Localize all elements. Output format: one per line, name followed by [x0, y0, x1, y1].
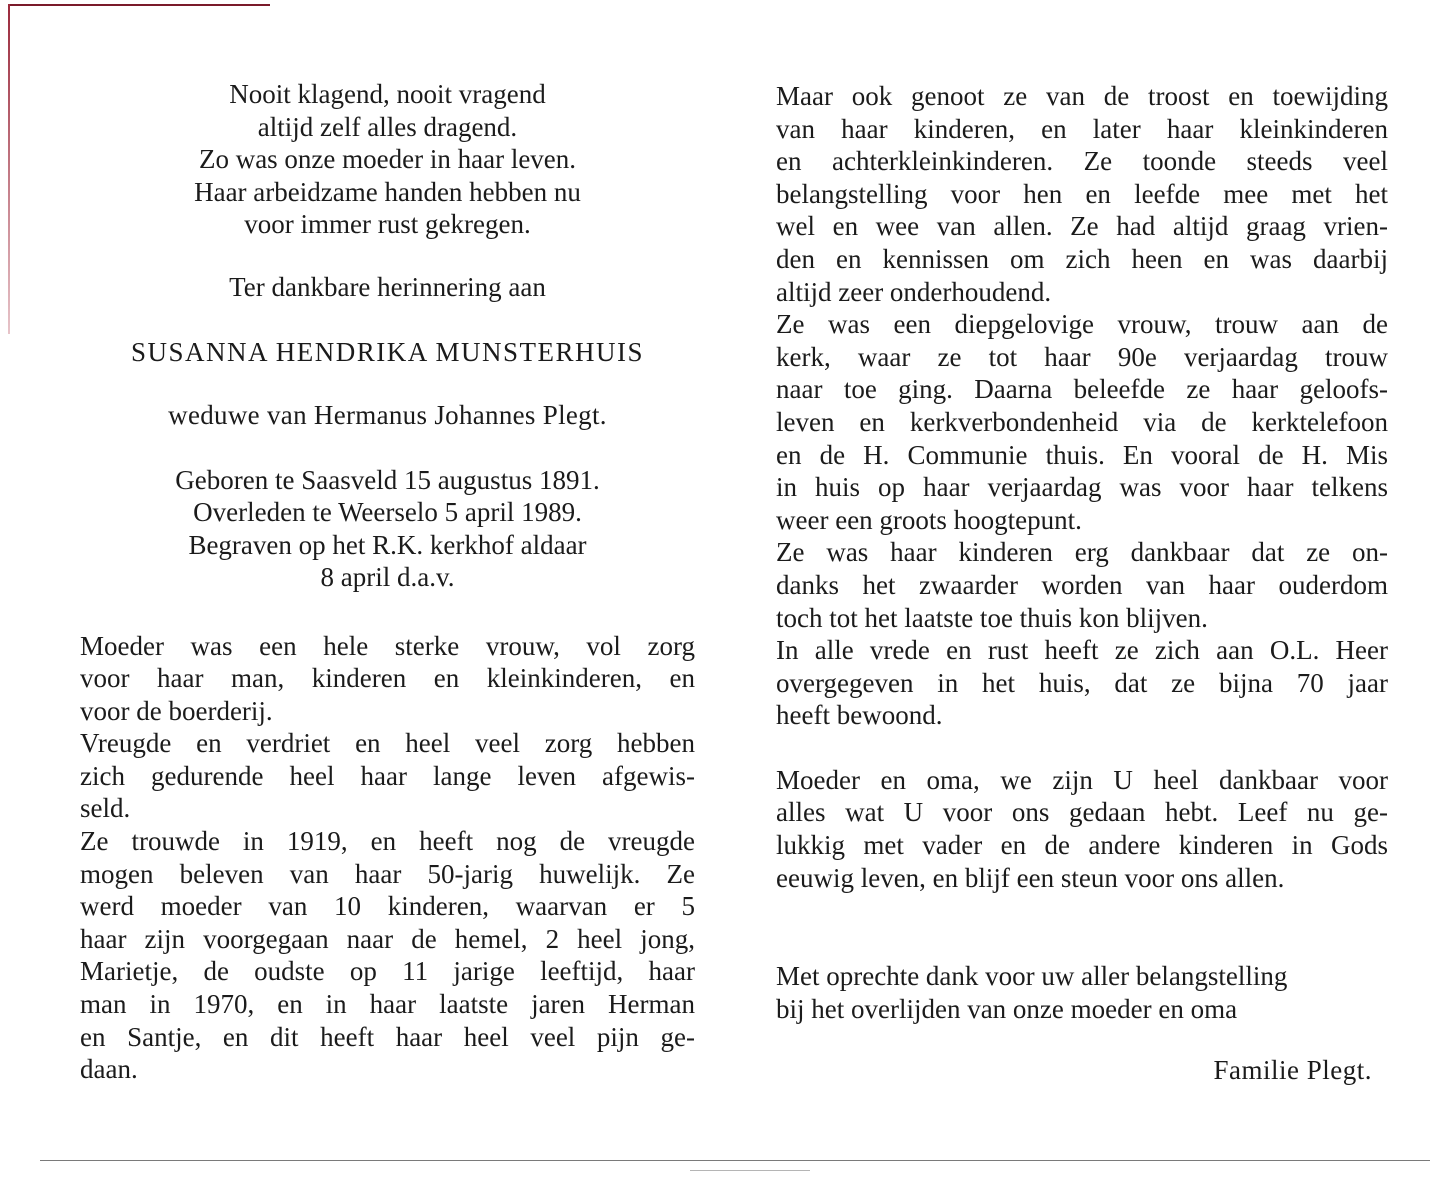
text-line: en de H. Communie thuis. En vooral de H. Mis	[776, 439, 1388, 470]
text-line: Ze was een diepgelovige vrouw, trouw aan de	[776, 309, 1388, 340]
text-line: in huis op haar verjaardag was voor haar telkens	[776, 472, 1388, 503]
text-line: bij het overlijden van onze moeder en oma	[776, 993, 1238, 1024]
text-line: In alle vrede en rust heeft ze zich aan O.L. Heer	[776, 635, 1388, 666]
text-line: belangstelling voor hen en leefde mee met het	[776, 178, 1388, 209]
text-line: wel en wee van allen. Ze had altijd graag vrien-	[776, 211, 1388, 242]
burial-line: Begraven op het R.K. kerkhof aldaar	[188, 529, 587, 560]
poem-line: Zo was onze moeder in haar leven.	[198, 144, 577, 174]
text-line: zich gedurende heel haar lange leven afgewis-	[80, 760, 695, 791]
text-line: kerk, waar ze tot haar 90e verjaardag trouw	[776, 341, 1388, 372]
text-line: altijd zeer onderhoudend.	[776, 276, 1052, 307]
text-line: toch tot het laatste toe thuis kon blijven.	[776, 602, 1208, 633]
text-line: leven en kerkverbondenheid via de kerktelefoon	[776, 406, 1388, 437]
left-column	[80, 78, 695, 1086]
poem	[80, 78, 695, 241]
text-line: mogen beleven van haar 50-jarig huwelijk. Ze	[80, 858, 695, 889]
poem-line: altijd zelf alles dragend.	[257, 111, 518, 142]
text-line: overgegeven in het huis, dat ze bijna 70 jaar	[776, 667, 1388, 698]
text-line: van haar kinderen, en later haar kleinkinderen	[776, 113, 1388, 144]
text-line: Ze trouwde in 1919, en heeft nog de vreugde	[80, 826, 695, 857]
card-edge-left	[8, 4, 10, 334]
card-edge-bottom-mark	[690, 1170, 810, 1171]
text-line: daan.	[80, 1054, 138, 1085]
left-body-text	[80, 630, 695, 1086]
text-line: Met oprechte dank voor uw aller belangstelling	[776, 961, 1288, 992]
poem-line: Nooit klagend, nooit vragend	[229, 79, 546, 109]
text-line: Ze was haar kinderen erg dankbaar dat ze on-	[776, 537, 1388, 568]
text-line: Maar ook genoot ze van de troost en toewijding	[776, 81, 1388, 111]
paragraph-mother	[80, 630, 695, 728]
text-line: Vreugde en verdriet en heel veel zorg hebben	[80, 728, 695, 759]
text-line: eeuwig leven, en blijf een steun voor ons allen.	[776, 862, 1285, 893]
text-line: Moeder was een hele sterke vrouw, vol zorg	[80, 630, 695, 661]
text-line: alles wat U voor ons gedaan hebt. Leef nu ge-	[776, 797, 1388, 828]
text-line: naar toe ging. Daarna beleefde ze haar geloofs-	[776, 374, 1388, 405]
paragraph-marriage	[80, 825, 695, 1086]
poem-line: Haar arbeidzame handen hebben nu	[194, 176, 581, 207]
family-signature: Familie Plegt.	[1213, 1055, 1372, 1086]
text-line: haar zijn voorgegaan naar de hemel, 2 heel jong,	[80, 923, 695, 954]
birth-line: Geboren te Saasveld 15 augustus 1891.	[175, 464, 600, 495]
spacer	[776, 894, 1388, 960]
text-line: heeft bewoond.	[776, 700, 943, 731]
text-line: werd moeder van 10 kinderen, waarvan er 5	[80, 891, 695, 922]
life-dates	[80, 464, 695, 594]
text-line: voor haar man, kinderen en kleinkinderen, en	[80, 663, 695, 694]
paragraph-closing	[776, 764, 1388, 894]
paragraph-joy-sorrow	[80, 727, 695, 825]
paragraph-faith	[776, 308, 1388, 536]
burial-date: 8 april d.a.v.	[320, 562, 455, 592]
paragraph-gratitude	[776, 536, 1388, 634]
poem-line: voor immer rust gekregen.	[244, 209, 531, 239]
text-line: den en kennissen om zich heen en was daarbij	[776, 243, 1388, 274]
text-line: man in 1970, en in haar laatste jaren Herman	[80, 989, 695, 1020]
text-line: weer een groots hoogtepunt.	[776, 504, 1082, 535]
text-line: voor de boerderij.	[80, 695, 273, 726]
deceased-name: SUSANNA HENDRIKA MUNSTERHUIS	[130, 336, 645, 367]
text-line: en achterkleinkinderen. Ze toonde steeds veel	[776, 146, 1388, 177]
text-line: en Santje, en dit heeft haar heel veel pijn ge-	[80, 1021, 695, 1052]
text-line: seld.	[80, 793, 131, 824]
spacer	[776, 732, 1388, 764]
death-line: Overleden te Weerselo 5 april 1989.	[193, 497, 582, 527]
paragraph-thanks	[776, 960, 1388, 1025]
text-line: Moeder en oma, we zijn U heel dankbaar voor	[776, 764, 1388, 795]
card-edge-bottom	[40, 1160, 1430, 1161]
text-line: Marietje, de oudste op 11 jarige leeftijd, haar	[80, 956, 695, 987]
text-line: lukkig met vader en de andere kinderen in Gods	[776, 830, 1388, 861]
text-line: danks het zwaarder worden van haar ouderdom	[776, 569, 1388, 600]
paragraph-peace	[776, 634, 1388, 732]
widow-line: weduwe van Hermanus Johannes Plegt.	[168, 399, 607, 430]
remembrance-intro: Ter dankbare herinnering aan	[229, 271, 546, 302]
paragraph-comfort	[776, 80, 1388, 308]
right-column	[776, 80, 1388, 1086]
card-edge-top	[8, 4, 270, 6]
